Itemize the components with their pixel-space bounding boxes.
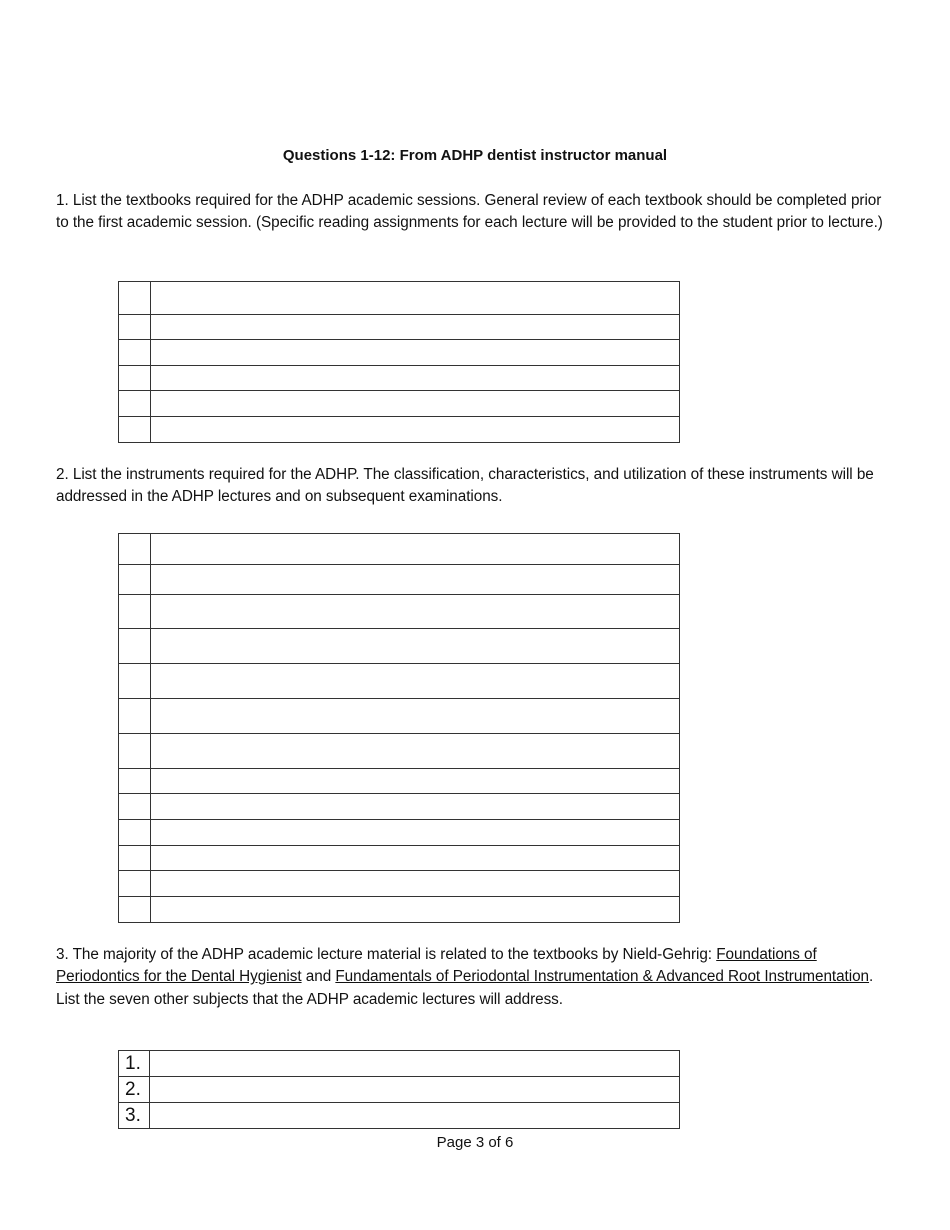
row-number: 3. bbox=[119, 1103, 150, 1129]
number-cell[interactable] bbox=[119, 629, 151, 664]
table-row bbox=[119, 1077, 680, 1103]
table-row bbox=[119, 391, 680, 417]
answer-cell[interactable] bbox=[151, 417, 680, 443]
answer-cell[interactable] bbox=[151, 595, 680, 629]
table-row bbox=[119, 366, 680, 391]
question-3-and: and bbox=[301, 968, 336, 986]
table-row bbox=[119, 846, 680, 871]
answer-cell[interactable] bbox=[150, 1051, 680, 1077]
answer-cell[interactable] bbox=[151, 282, 680, 315]
row-number: 2. bbox=[119, 1077, 150, 1103]
question-2-text: 2. List the instruments required for the ADHP. The classification, characteristics, and utilization of these instruments will be addressed in the ADHP lectures and on subsequent examinations. bbox=[56, 466, 874, 506]
table-row bbox=[119, 340, 680, 366]
number-cell[interactable] bbox=[119, 595, 151, 629]
answer-cell[interactable] bbox=[151, 629, 680, 664]
answer-cell[interactable] bbox=[151, 769, 680, 794]
table-row bbox=[119, 534, 680, 565]
question-3-outro: . List the seven other subjects that the ADHP academic lectures will address. bbox=[56, 968, 874, 1008]
number-cell[interactable] bbox=[119, 871, 151, 897]
question-2-table bbox=[118, 533, 680, 923]
number-cell[interactable] bbox=[119, 664, 151, 699]
question-3-intro: 3. The majority of the ADHP academic lecture material is related to the textbooks by Nield-Gehrig: bbox=[56, 946, 717, 963]
row-number: 1. bbox=[119, 1051, 150, 1077]
table-row bbox=[119, 769, 680, 794]
table-row bbox=[119, 282, 680, 315]
number-cell[interactable] bbox=[119, 340, 151, 366]
answer-cell[interactable] bbox=[151, 340, 680, 366]
answer-cell[interactable] bbox=[151, 315, 680, 340]
number-cell[interactable] bbox=[119, 366, 151, 391]
table-row bbox=[119, 871, 680, 897]
table-row bbox=[119, 1051, 680, 1077]
table-row bbox=[119, 820, 680, 846]
textbook-title-foundations: Foundations of Periodontics for the Dental Hygienist bbox=[56, 946, 817, 986]
table-row bbox=[119, 734, 680, 769]
table-row bbox=[119, 565, 680, 595]
answer-cell[interactable] bbox=[151, 534, 680, 565]
answer-cell[interactable] bbox=[151, 871, 680, 897]
number-cell[interactable] bbox=[119, 315, 151, 340]
table-row bbox=[119, 794, 680, 820]
table-row bbox=[119, 629, 680, 664]
question-3-table bbox=[118, 1050, 680, 1129]
table-row bbox=[119, 664, 680, 699]
answer-cell[interactable] bbox=[151, 846, 680, 871]
number-cell[interactable] bbox=[119, 794, 151, 820]
answer-cell[interactable] bbox=[151, 565, 680, 595]
answer-cell[interactable] bbox=[150, 1103, 680, 1129]
question-1-text: 1. List the textbooks required for the ADHP academic sessions. General review of each textbook should be completed prior to the first academic session. (Specific reading assignments for each lecture will be provided to the student prior to lecture.) bbox=[56, 192, 883, 232]
answer-cell[interactable] bbox=[151, 734, 680, 769]
number-cell[interactable] bbox=[119, 417, 151, 443]
question-1-table bbox=[118, 281, 680, 443]
table-row bbox=[119, 1103, 680, 1129]
answer-cell[interactable] bbox=[151, 366, 680, 391]
number-cell[interactable] bbox=[119, 565, 151, 595]
number-cell[interactable] bbox=[119, 820, 151, 846]
number-cell[interactable] bbox=[119, 391, 151, 417]
table-row bbox=[119, 897, 680, 923]
table-row bbox=[119, 595, 680, 629]
table-row bbox=[119, 417, 680, 443]
page-title: Questions 1-12: From ADHP dentist instructor manual bbox=[282, 147, 668, 164]
question-3-text bbox=[56, 944, 896, 1011]
answer-cell[interactable] bbox=[151, 794, 680, 820]
number-cell[interactable] bbox=[119, 769, 151, 794]
number-cell[interactable] bbox=[119, 282, 151, 315]
table-row bbox=[119, 699, 680, 734]
textbook-title-fundamentals: Fundamentals of Periodontal Instrumentation & Advanced Root Instrumentation bbox=[335, 968, 870, 986]
number-cell[interactable] bbox=[119, 897, 151, 923]
answer-cell[interactable] bbox=[151, 820, 680, 846]
number-cell[interactable] bbox=[119, 534, 151, 565]
answer-cell[interactable] bbox=[151, 699, 680, 734]
number-cell[interactable] bbox=[119, 734, 151, 769]
answer-cell[interactable] bbox=[151, 897, 680, 923]
answer-cell[interactable] bbox=[150, 1077, 680, 1103]
number-cell[interactable] bbox=[119, 846, 151, 871]
answer-cell[interactable] bbox=[151, 664, 680, 699]
answer-cell[interactable] bbox=[151, 391, 680, 417]
number-cell[interactable] bbox=[119, 699, 151, 734]
table-row bbox=[119, 315, 680, 340]
page-number: Page 3 of 6 bbox=[436, 1134, 514, 1151]
